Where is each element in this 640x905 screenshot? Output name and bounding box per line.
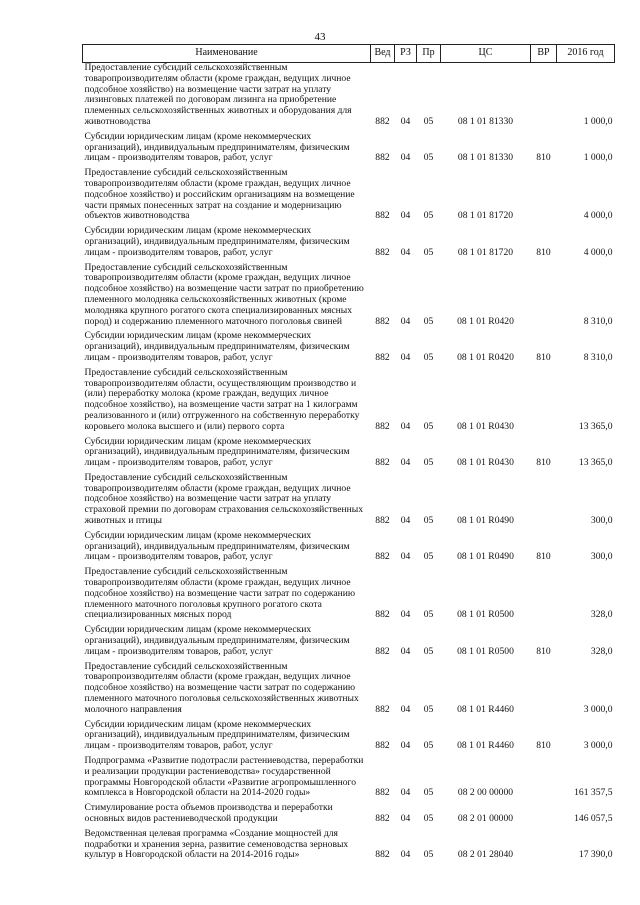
- cell-cs: 08 1 01 R0500: [457, 609, 514, 621]
- cell-rz: 04: [400, 551, 411, 563]
- column-header-vr: ВР: [531, 45, 557, 63]
- cell-ved: 882: [375, 849, 390, 861]
- table-row: [83, 132, 615, 168]
- cell-rz: 04: [400, 813, 411, 824]
- cell-pr: 05: [423, 315, 434, 327]
- cell-ved: 882: [375, 813, 390, 824]
- cell-cs: 08 1 01 81330: [457, 115, 514, 127]
- cell-pr: 05: [423, 115, 434, 127]
- cell-ved: 882: [375, 515, 390, 527]
- cell-sum: 1 000,0: [583, 115, 613, 127]
- cell-ved: 882: [375, 351, 390, 363]
- cell-cs: 08 2 01 00000: [457, 813, 514, 824]
- cell-name: Предоставление субсидий сельскохозяйственным товаропроизводителям области (кроме граждан, ведущих личное подсобное хозяйство) на возмещение части затрат на уплату лизинговых платежей по договорам лизинга на приобретение племенных сельскохозяйственных животных и оборудования для животноводства: [84, 62, 352, 127]
- cell-ved: 882: [375, 703, 390, 715]
- cell-cs: 08 2 01 28040: [457, 849, 514, 861]
- cell-ved: 882: [375, 457, 390, 469]
- cell-name: Ведомственная целевая программа «Создание мощностей для подработки и хранения зерна, развитие семеноводства зерновых культур в Новгородской области на 2014-2016 годы»: [84, 827, 349, 861]
- cell-pr: 05: [423, 246, 434, 258]
- cell-pr: 05: [423, 849, 434, 861]
- table-row: [83, 63, 615, 132]
- cell-cs: 08 1 01 R0420: [457, 315, 514, 327]
- cell-cs: 08 1 01 81720: [457, 246, 514, 258]
- cell-cs: 08 1 01 81720: [457, 210, 514, 222]
- cell-name: Субсидии юридическим лицам (кроме некоммерческих организаций), индивидуальным предпринимателям, физическим лицам - производителям товаров, работ, услуг: [84, 435, 350, 469]
- column-header-pr: Пр: [417, 45, 441, 63]
- cell-rz: 04: [400, 515, 411, 527]
- cell-ved: 882: [375, 115, 390, 127]
- cell-pr: 05: [423, 457, 434, 469]
- cell-sum: 13 365,0: [578, 457, 613, 469]
- cell-sum: 3 000,0: [583, 740, 613, 752]
- cell-ved: 882: [375, 551, 390, 563]
- cell-cs: 08 1 01 R0490: [457, 515, 514, 527]
- cell-sum: 300,0: [590, 551, 613, 563]
- cell-sum: 328,0: [590, 645, 613, 657]
- cell-ved: 882: [375, 152, 390, 164]
- cell-pr: 05: [423, 787, 434, 799]
- table-row: [83, 567, 615, 625]
- cell-vr: 810: [536, 152, 551, 164]
- cell-cs: 08 1 01 81330: [457, 152, 514, 164]
- cell-sum: 146 057,5: [574, 813, 613, 824]
- table-body: [83, 63, 615, 866]
- cell-pr: 05: [423, 645, 434, 657]
- cell-rz: 04: [400, 246, 411, 258]
- cell-vr: [531, 368, 557, 437]
- cell-vr: [531, 263, 557, 332]
- table-row: [83, 331, 615, 367]
- cell-cs: 08 1 01 R0430: [457, 457, 514, 469]
- cell-ved: 882: [375, 787, 390, 799]
- cell-rz: 04: [400, 210, 411, 222]
- cell-rz: 04: [400, 115, 411, 127]
- table-row: [83, 368, 615, 437]
- table-row: [83, 263, 615, 332]
- table-row: [83, 625, 615, 661]
- column-header-ved: Вед: [371, 45, 395, 63]
- cell-pr: 05: [423, 703, 434, 715]
- page-number: 43: [314, 31, 326, 43]
- cell-sum: 8 310,0: [583, 315, 613, 327]
- cell-cs: 08 1 01 R4460: [457, 703, 514, 715]
- cell-sum: 4 000,0: [583, 246, 613, 258]
- cell-vr: [531, 63, 557, 132]
- column-header-rz: РЗ: [395, 45, 417, 63]
- column-header-cs: ЦС: [441, 45, 531, 63]
- cell-pr: 05: [423, 351, 434, 363]
- cell-cs: 08 1 01 R4460: [457, 740, 514, 752]
- cell-vr: 810: [536, 246, 551, 258]
- cell-sum: 161 357,5: [574, 787, 613, 799]
- table-row: [83, 531, 615, 567]
- cell-rz: 04: [400, 152, 411, 164]
- cell-sum: 8 310,0: [583, 351, 613, 363]
- cell-name: Субсидии юридическим лицам (кроме некоммерческих организаций), индивидуальным предпринимателям, физическим лицам - производителям товаров, работ, услуг: [84, 130, 350, 164]
- cell-cs: 08 1 01 R0430: [457, 420, 514, 432]
- cell-cs: 08 2 00 00000: [457, 787, 514, 799]
- budget-table: [82, 44, 615, 865]
- cell-sum: 300,0: [590, 515, 613, 527]
- cell-rz: 04: [400, 457, 411, 469]
- cell-pr: 05: [423, 609, 434, 621]
- cell-vr: 810: [536, 457, 551, 469]
- table-row: [83, 168, 615, 226]
- cell-rz: 04: [400, 703, 411, 715]
- cell-sum: 4 000,0: [583, 210, 613, 222]
- cell-name: Субсидии юридическим лицам (кроме некоммерческих организаций), индивидуальным предпринимателям, физическим лицам - производителям товаров, работ, услуг: [84, 529, 350, 563]
- cell-ved: 882: [375, 210, 390, 222]
- cell-cs: 08 1 01 R0490: [457, 551, 514, 563]
- cell-rz: 04: [400, 787, 411, 799]
- cell-vr: [531, 168, 557, 226]
- cell-name: Подпрограмма «Развитие подотрасли растениеводства, переработки и реализации продукции растениеводства» государственной программы Новгородской области «Развитие агропромышленного комплекса в Новгородской области на 2014-2020 годы»: [84, 755, 364, 799]
- cell-name: Субсидии юридическим лицам (кроме некоммерческих организаций), индивидуальным предпринимателям, физическим лицам - производителям товаров, работ, услуг: [84, 718, 350, 752]
- cell-sum: 13 365,0: [578, 420, 613, 432]
- cell-ved: 882: [375, 420, 390, 432]
- table-header-row: [83, 45, 615, 63]
- cell-vr: [531, 756, 557, 803]
- cell-name: Субсидии юридическим лицам (кроме некоммерческих организаций), индивидуальным предпринимателям, физическим лицам - производителям товаров, работ, услуг: [84, 225, 350, 258]
- cell-vr: 810: [536, 645, 551, 657]
- cell-pr: 05: [423, 420, 434, 432]
- cell-name: Предоставление субсидий сельскохозяйственным товаропроизводителям области (кроме граждан, ведущих личное подсобное хозяйство) на возмещение части затрат на уплату страховой премии по договорам страхования сельскохозяйственных животных и птицы: [84, 471, 363, 527]
- cell-sum: 3 000,0: [583, 703, 613, 715]
- cell-name: Субсидии юридическим лицам (кроме некоммерческих организаций), индивидуальным предпринимателям, физическим лицам - производителям товаров, работ, услуг: [84, 330, 350, 363]
- cell-pr: 05: [423, 813, 434, 824]
- table-row: [83, 803, 615, 829]
- cell-sum: 17 390,0: [578, 849, 613, 861]
- cell-vr: [531, 829, 557, 865]
- table-row: [83, 437, 615, 473]
- cell-name: Предоставление субсидий сельскохозяйственным товаропроизводителям области (кроме граждан, ведущих личное подсобное хозяйство) на возмещение части затрат по приобретению племенного молодняка сельскохозяйственных животных (кроме молодняка крупного рогатого скота специализированных мясных пород) и содержанию племенного маточного поголовья свиней: [84, 261, 364, 327]
- cell-vr: 810: [536, 351, 551, 363]
- cell-name: Предоставление субсидий сельскохозяйственным товаропроизводителям области, осуществляющим производство и (или) переработку молока (кроме граждан, ведущих личное подсобное хозяйство), на возмещение части затрат на 1 килограмм реализованного и (или) отгруженного на собственную переработку коровьего молока высшего и (или) первого сорта: [84, 366, 360, 432]
- column-header-name: Наименование: [83, 45, 371, 63]
- cell-cs: 08 1 01 R0420: [457, 351, 514, 363]
- cell-ved: 882: [375, 645, 390, 657]
- cell-rz: 04: [400, 420, 411, 432]
- cell-vr: 810: [536, 551, 551, 563]
- cell-pr: 05: [423, 740, 434, 752]
- table-row: [83, 226, 615, 262]
- cell-rz: 04: [400, 645, 411, 657]
- cell-rz: 04: [400, 740, 411, 752]
- cell-name: Предоставление субсидий сельскохозяйственным товаропроизводителям области (кроме граждан, ведущих личное подсобное хозяйство) и российским организациям на возмещение части прямых понесенных затрат на создание и модернизацию объектов животноводства: [84, 167, 355, 222]
- cell-rz: 04: [400, 315, 411, 327]
- column-header-sum: 2016 год: [557, 45, 615, 63]
- cell-sum: 1 000,0: [583, 152, 613, 164]
- cell-ved: 882: [375, 740, 390, 752]
- table-row: [83, 662, 615, 720]
- cell-ved: 882: [375, 609, 390, 621]
- cell-rz: 04: [400, 351, 411, 363]
- cell-rz: 04: [400, 849, 411, 861]
- cell-name: Предоставление субсидий сельскохозяйственным товаропроизводителям области (кроме граждан, ведущих личное подсобное хозяйство) на возмещение части затрат по содержанию племенного маточного поголовья сельскохозяйственных животных молочного направления: [84, 660, 359, 715]
- cell-rz: 04: [400, 609, 411, 621]
- cell-cs: 08 1 01 R0500: [457, 645, 514, 657]
- cell-vr: [531, 803, 557, 829]
- cell-vr: [531, 567, 557, 625]
- table-row: [83, 473, 615, 531]
- cell-vr: 810: [536, 740, 551, 752]
- table-row: [83, 756, 615, 803]
- cell-name: Субсидии юридическим лицам (кроме некоммерческих организаций), индивидуальным предпринимателям, физическим лицам - производителям товаров, работ, услуг: [84, 624, 350, 657]
- cell-name: Предоставление субсидий сельскохозяйственным товаропроизводителям области (кроме граждан, ведущих личное подсобное хозяйство) на возмещение части затрат по содержанию племенного маточного поголовья крупного рогатого скота специализированных мясных пород: [84, 566, 356, 621]
- table-row: [83, 829, 615, 865]
- cell-pr: 05: [423, 152, 434, 164]
- cell-pr: 05: [423, 515, 434, 527]
- cell-pr: 05: [423, 551, 434, 563]
- table-row: [83, 720, 615, 756]
- cell-vr: [531, 662, 557, 720]
- cell-pr: 05: [423, 210, 434, 222]
- cell-ved: 882: [375, 246, 390, 258]
- cell-vr: [531, 473, 557, 531]
- cell-ved: 882: [375, 315, 390, 327]
- cell-sum: 328,0: [590, 609, 613, 621]
- cell-name: Стимулирование роста объемов производства и переработки основных видов растениеводческой продукции: [84, 802, 333, 824]
